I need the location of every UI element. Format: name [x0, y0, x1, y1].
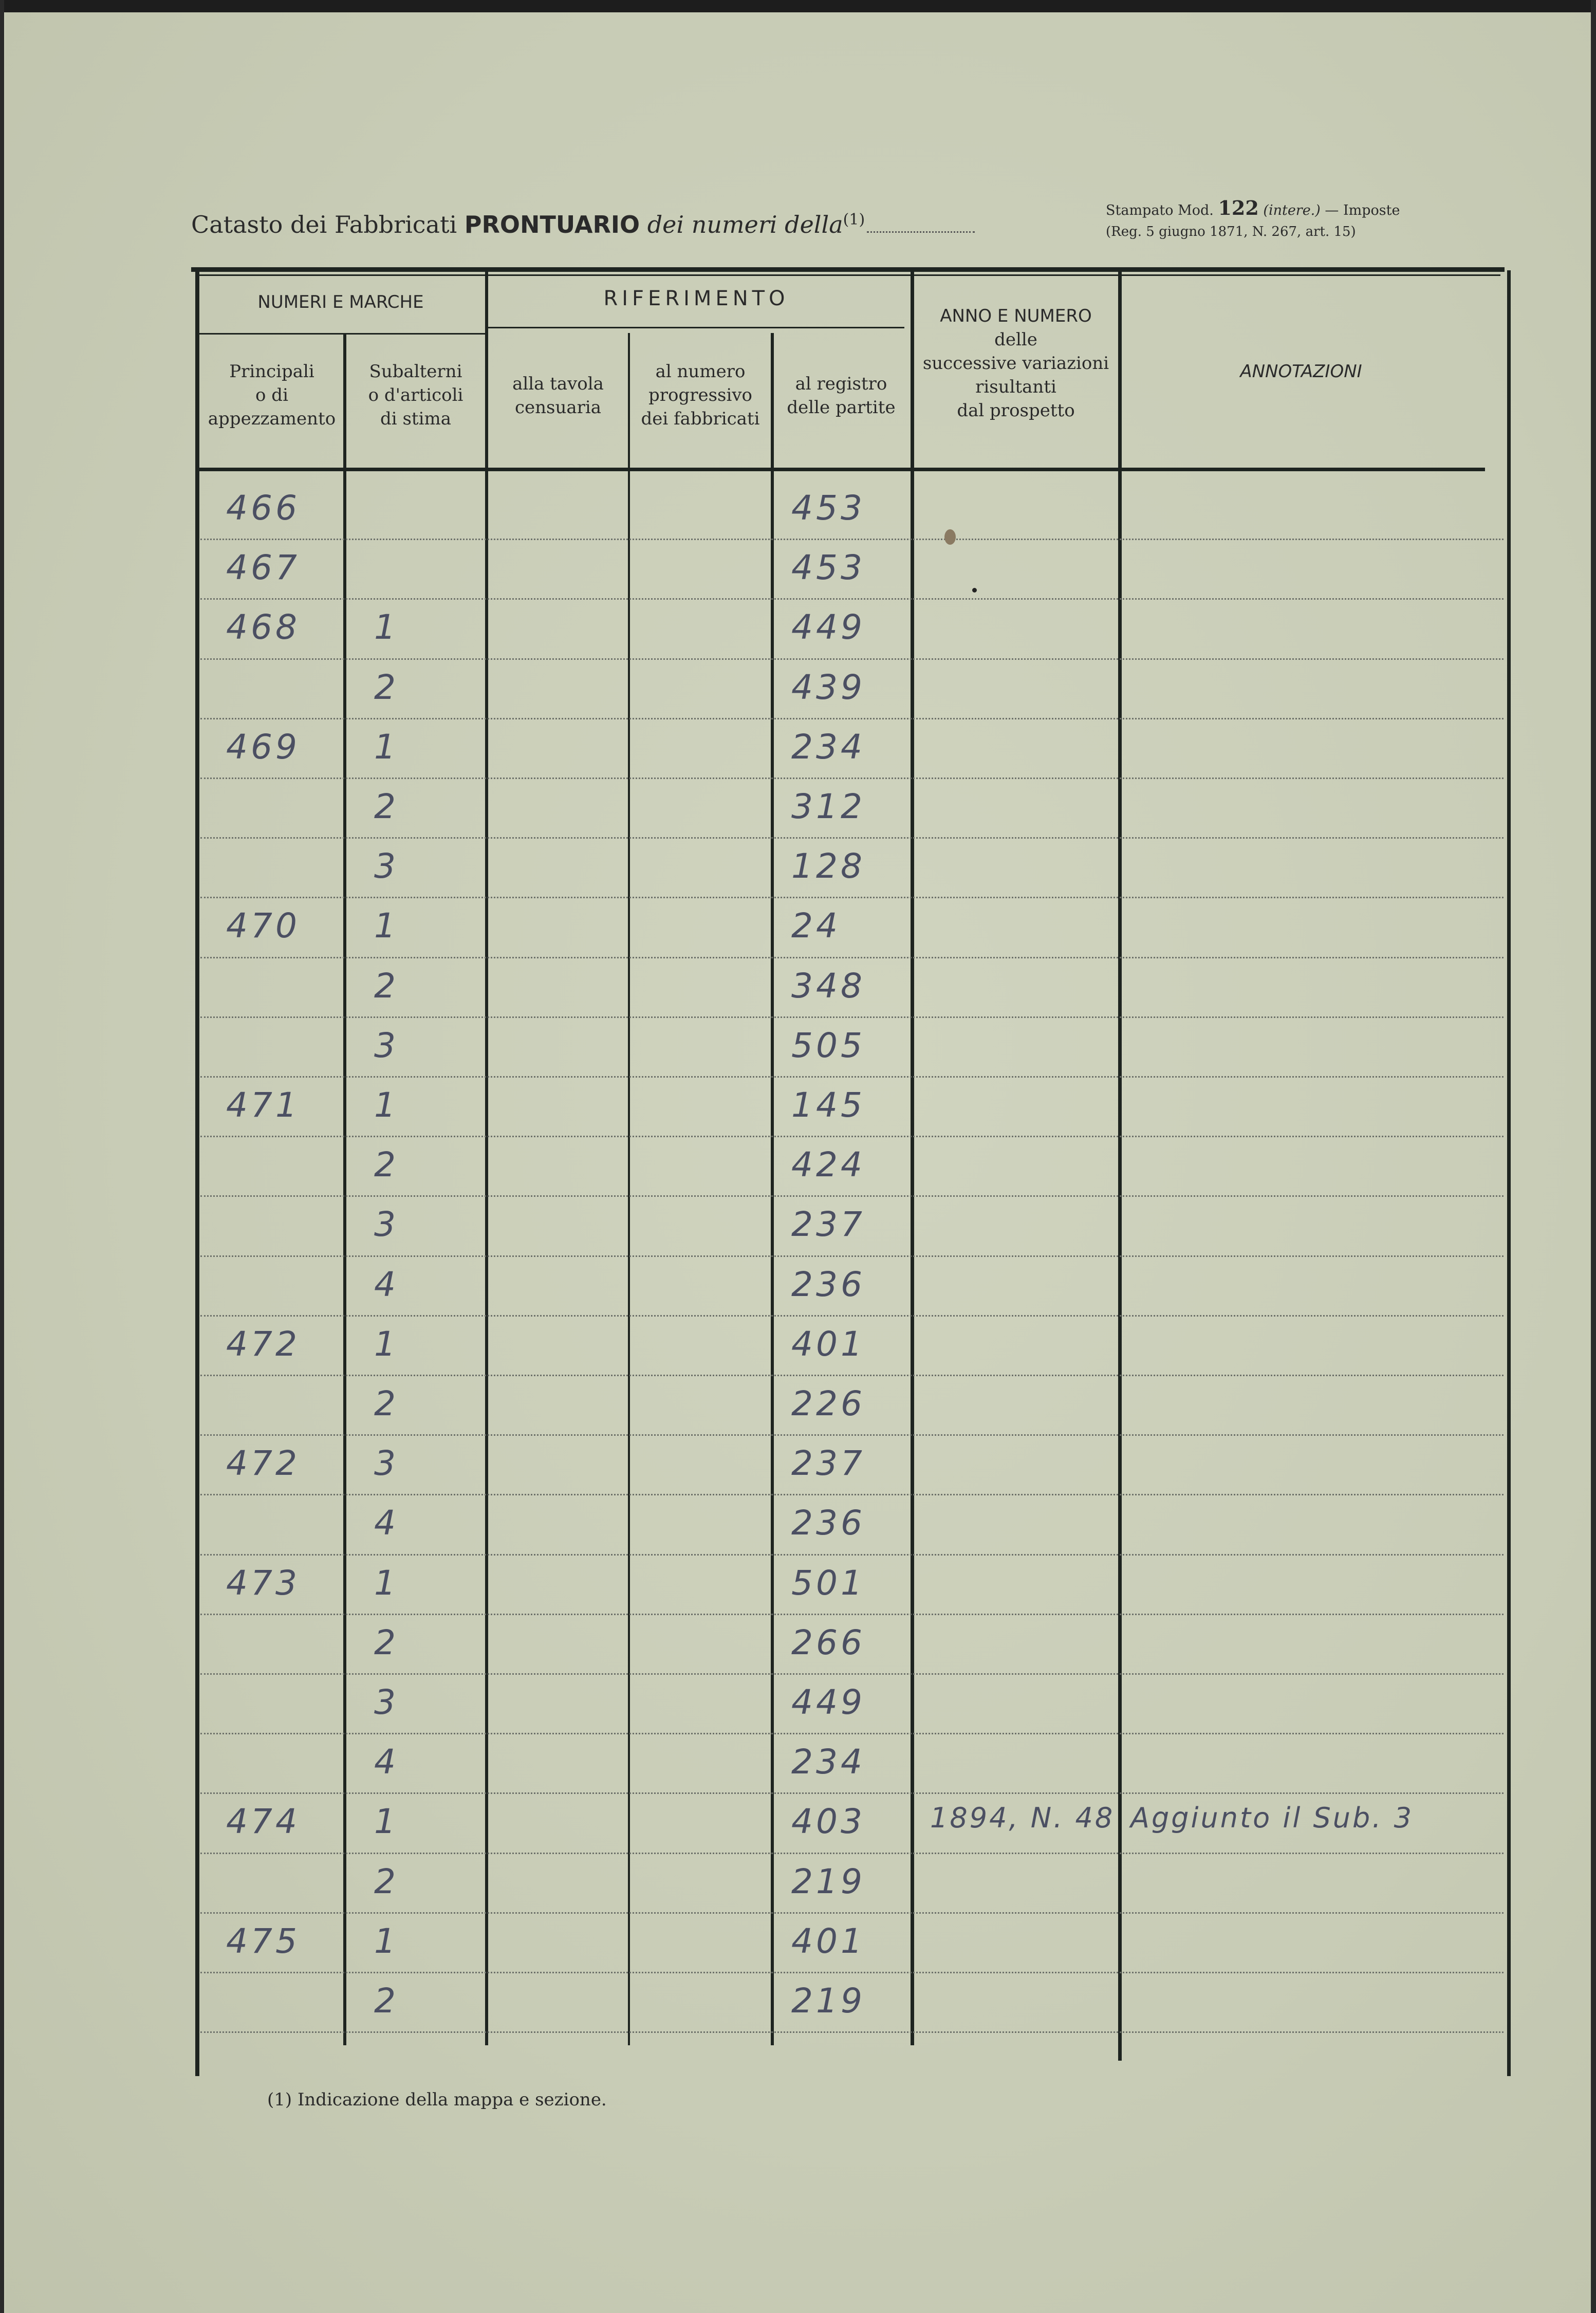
col-registro: [773, 372, 910, 419]
title-dei-numeri: dei numeri della: [647, 211, 843, 238]
row-registro: 266: [791, 1623, 865, 1662]
form-title: [191, 211, 975, 238]
row-rule: [200, 1792, 1504, 1794]
row-subalterno: 2: [374, 787, 399, 826]
row-principale: 473: [226, 1563, 300, 1603]
row-registro: 226: [791, 1384, 865, 1423]
col-tavola-l2: censuaria: [514, 397, 602, 418]
col-tavola-l1: alla tavola: [512, 374, 604, 394]
col-subalterni-l3: di stima: [380, 409, 451, 429]
intere-label: (intere.): [1263, 202, 1321, 218]
title-fabbricati: Fabbricati: [334, 211, 457, 238]
group-numeri-e-marche: NUMERI E MARCHE: [257, 292, 424, 312]
row-registro: 236: [791, 1265, 865, 1304]
row-rule: [200, 658, 1504, 660]
col-progressivo-l1: al numero: [655, 361, 746, 382]
row-subalterno: 2: [374, 1145, 399, 1185]
row-registro: 145: [791, 1085, 865, 1125]
row-subalterno: 4: [374, 1503, 399, 1543]
scan-top-edge: [0, 0, 1596, 12]
row-registro: 453: [791, 488, 865, 528]
row-rule: [200, 1136, 1504, 1137]
vline-principali: [343, 333, 346, 2045]
row-registro: 24: [791, 906, 841, 946]
col-subalterni-l1: Subalterni: [369, 361, 462, 382]
vline-left-border: [195, 270, 199, 2076]
group-riferimento: RIFERIMENTO: [603, 287, 789, 310]
header-bottom-rule: [195, 468, 1485, 471]
col-subalterni: [345, 360, 486, 431]
col-anno-l3: successive variazioni: [922, 353, 1109, 374]
row-registro: 128: [791, 846, 865, 886]
row-principale: 475: [226, 1921, 300, 1961]
col-anno-l4: risultanti: [975, 377, 1056, 397]
row-registro: 234: [791, 727, 865, 767]
row-rule: [200, 1554, 1504, 1556]
col-registro-l1: al registro: [795, 374, 887, 394]
row-rule: [200, 2031, 1504, 2033]
row-registro: 237: [791, 1444, 865, 1483]
row-subalterno: 2: [374, 1981, 399, 2021]
title-dei: dei: [290, 211, 327, 238]
vline-subalterni: [485, 270, 488, 2045]
row-rule: [200, 1195, 1504, 1197]
row-subalterno: 1: [374, 1563, 399, 1603]
row-principale: 471: [226, 1085, 300, 1125]
row-registro: 449: [791, 1682, 865, 1722]
row-registro: 348: [791, 966, 865, 1006]
row-principale: 466: [226, 488, 300, 528]
imposte-label: — Imposte: [1325, 202, 1400, 218]
row-rule: [200, 897, 1504, 898]
row-principale: 470: [226, 906, 300, 946]
row-registro: 236: [791, 1503, 865, 1543]
row-rule: [200, 1733, 1504, 1734]
col-anno-numero: [914, 304, 1118, 422]
row-rule: [200, 1016, 1504, 1018]
row-rule: [200, 778, 1504, 779]
row-registro: 234: [791, 1742, 865, 1782]
row-rule: [200, 539, 1504, 540]
scan-left-edge: [0, 0, 4, 2313]
row-registro: 219: [791, 1862, 865, 1901]
row-annotazione: Aggiunto il Sub. 3: [1130, 1802, 1414, 1834]
row-principale: 472: [226, 1324, 300, 1364]
col-progressivo-l3: dei fabbricati: [641, 409, 760, 429]
row-registro: 401: [791, 1324, 865, 1364]
row-principale: 469: [226, 727, 300, 767]
row-registro: 453: [791, 548, 865, 587]
row-subalterno: 2: [374, 1623, 399, 1662]
row-rule: [200, 1494, 1504, 1495]
row-registro: 237: [791, 1205, 865, 1244]
row-subalterno: 1: [374, 906, 399, 946]
row-subalterno: 1: [374, 727, 399, 767]
col-registro-l2: delle partite: [787, 397, 896, 418]
row-registro: 449: [791, 607, 865, 647]
row-subalterno: 1: [374, 1085, 399, 1125]
row-rule: [200, 1076, 1504, 1078]
col-progressivo-l2: progressivo: [648, 385, 753, 405]
row-registro: 439: [791, 668, 865, 707]
vline-tavola: [628, 333, 630, 2045]
footnote: (1) Indicazione della mappa e sezione.: [267, 2089, 607, 2110]
row-subalterno: 3: [374, 846, 399, 886]
title-catasto: Catasto: [191, 211, 283, 238]
numeri-group-underline: [199, 333, 485, 335]
row-rule: [200, 1912, 1504, 1914]
riferimento-group-underline: [488, 327, 904, 328]
row-rule: [200, 1255, 1504, 1257]
model-number: 122: [1218, 196, 1259, 219]
col-principali-l3: appezzamento: [208, 409, 336, 429]
row-principale: 467: [226, 548, 300, 587]
row-subalterno: 1: [374, 1921, 399, 1961]
row-principale: 474: [226, 1802, 300, 1841]
ink-spot: [944, 529, 956, 545]
row-registro: 424: [791, 1145, 865, 1185]
row-registro: 403: [791, 1802, 865, 1841]
row-subalterno: 2: [374, 668, 399, 707]
row-rule: [200, 957, 1504, 958]
print-model-line: [1106, 196, 1400, 219]
row-principale: 468: [226, 607, 300, 647]
row-rule: [200, 1434, 1504, 1436]
table-top-rule: [191, 267, 1505, 272]
row-subalterno: 2: [374, 1384, 399, 1423]
col-annotazioni: ANNOTAZIONI: [1240, 361, 1362, 382]
row-subalterno: 3: [374, 1682, 399, 1722]
scan-right-edge: [1591, 0, 1596, 2313]
col-tavola: [488, 372, 628, 419]
regulation-line: (Reg. 5 giugno 1871, N. 267, art. 15): [1106, 224, 1356, 239]
table-top-inner-rule: [195, 274, 1500, 276]
col-anno-l5: dal prospetto: [957, 400, 1075, 421]
vline-progressivo: [771, 333, 774, 2045]
col-principali-l1: Principali: [229, 361, 314, 382]
row-subalterno: 2: [374, 1862, 399, 1901]
col-anno-l1: ANNO E NUMERO: [940, 306, 1092, 326]
row-subalterno: 4: [374, 1742, 399, 1782]
row-rule: [200, 1614, 1504, 1615]
row-subalterno: 3: [374, 1444, 399, 1483]
row-rule: [200, 718, 1504, 719]
col-principali: [199, 360, 344, 431]
row-subalterno: 3: [374, 1205, 399, 1244]
row-registro: 312: [791, 787, 865, 826]
row-principale: 472: [226, 1444, 300, 1483]
row-rule: [200, 1972, 1504, 1973]
col-principali-l2: o di: [255, 385, 288, 405]
row-subalterno: 4: [374, 1265, 399, 1304]
row-subalterno: 2: [374, 966, 399, 1006]
row-rule: [200, 1673, 1504, 1675]
row-registro: 401: [791, 1921, 865, 1961]
row-anno: 1894, N. 48: [930, 1802, 1115, 1834]
vline-registro: [911, 270, 914, 2045]
row-subalterno: 1: [374, 1324, 399, 1364]
row-rule: [200, 1853, 1504, 1854]
col-subalterni-l2: o d'articoli: [368, 385, 463, 405]
title-note-mark: (1): [843, 211, 865, 229]
row-registro: 505: [791, 1026, 865, 1065]
row-rule: [200, 1375, 1504, 1376]
ink-dot: [972, 588, 977, 593]
row-registro: 501: [791, 1563, 865, 1603]
row-subalterno: 3: [374, 1026, 399, 1065]
row-rule: [200, 837, 1504, 839]
row-subalterno: 1: [374, 607, 399, 647]
row-rule: [200, 1315, 1504, 1317]
title-prontuario: PRONTUARIO: [464, 211, 640, 238]
row-subalterno: 1: [374, 1802, 399, 1841]
stampato-label: Stampato Mod.: [1106, 202, 1214, 218]
vline-right-border: [1507, 270, 1511, 2076]
col-progressivo: [630, 360, 771, 431]
row-registro: 219: [791, 1981, 865, 2021]
title-blank-line: [867, 231, 975, 233]
col-anno-l2: delle: [994, 329, 1037, 350]
row-rule: [200, 598, 1504, 600]
